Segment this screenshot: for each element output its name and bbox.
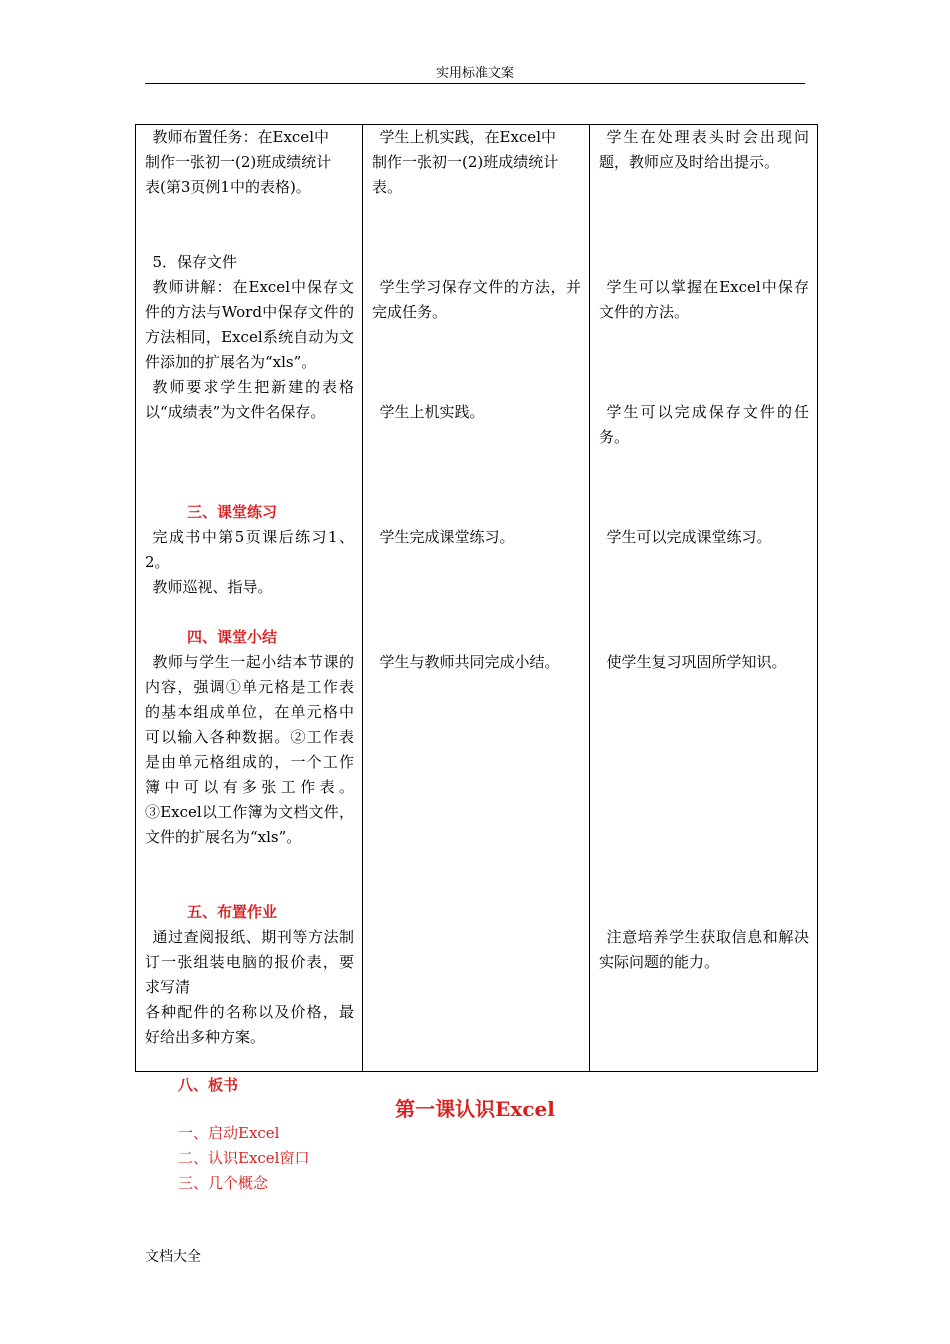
text-line: 表(第3页例1中的表格)。 <box>145 178 311 196</box>
list-item: 一、启动Excel <box>178 1124 280 1142</box>
assign-task-block <box>145 125 354 200</box>
intent-block <box>599 400 809 450</box>
student-practice-block <box>372 125 581 200</box>
board-outline <box>178 1121 310 1196</box>
summary-text: 教师与学生一起小结本节课的内容，强调①单元格是工作表的基本组成单位，在单元格中可以输入各种数据。②工作表是由单元格组成的，一个工作簿中可以有多张工作表。③Excel以工作簿为文档文件，文件的扩展名为“xls”。 <box>145 653 354 846</box>
intent-text: 注意培养学生获取信息和解决实际问题的能力。 <box>599 928 809 971</box>
save-file-block <box>145 250 354 425</box>
design-intent-column <box>590 125 818 1072</box>
student-summary-text: 学生与教师共同完成小结。 <box>379 653 560 671</box>
student-hands-on-block <box>372 400 581 425</box>
text-line: 学生上机实践，在Excel中 <box>379 128 556 146</box>
list-item: 二、认识Excel窗口 <box>178 1149 310 1167</box>
save-file-requirement: 教师要求学生把新建的表格以“成绩表”为文件名保存。 <box>145 378 354 421</box>
homework-text: 各种配件的名称以及价格，最好给出多种方案。 <box>145 1003 354 1046</box>
intent-text: 使学生复习巩固所学知识。 <box>606 653 787 671</box>
section-heading: 五、布置作业 <box>187 903 278 921</box>
table-row <box>136 125 818 1072</box>
text-line: 表。 <box>372 178 403 196</box>
board-section-title: 八、板书 <box>178 1076 239 1094</box>
page-header-title: 实用标准文案 <box>435 66 514 81</box>
homework-block <box>145 900 354 1050</box>
student-hands-on-text: 学生上机实践。 <box>379 403 485 421</box>
section-heading: 四、课堂小结 <box>187 628 278 646</box>
intent-text: 学生在处理表头时会出现问题，教师应及时给出提示。 <box>599 128 809 171</box>
intent-block <box>599 275 809 325</box>
board-heading: 第一课认识Excel <box>395 1097 555 1121</box>
lesson-plan-table <box>135 124 818 1072</box>
student-save-block <box>372 275 581 325</box>
intent-text: 学生可以掌握在Excel中保存文件的方法。 <box>599 278 809 321</box>
list-item: 三、几个概念 <box>178 1174 269 1192</box>
homework-text: 通过查阅报纸、期刊等方法制订一张组装电脑的报价表，要求写清 <box>145 928 354 996</box>
student-exercise-text: 学生完成课堂练习。 <box>379 528 515 546</box>
section-heading: 三、课堂练习 <box>187 503 278 521</box>
text-line: 教师布置任务：在Excel中 <box>152 128 329 146</box>
page-footer-text: 文档大全 <box>145 1249 201 1265</box>
student-activity-column <box>363 125 590 1072</box>
teacher-activity-column <box>136 125 363 1072</box>
text-line: 制作一张初一(2)班成绩统计 <box>145 153 332 171</box>
practice-guidance: 教师巡视、指导。 <box>152 578 273 596</box>
practice-text: 完成书中第5页课后练习1、2。 <box>145 528 354 571</box>
save-file-explanation: 教师讲解：在Excel中保存文件的方法与Word中保存文件的方法相同，Excel系统自动为文件添加的扩展名为“xls”。 <box>145 278 354 371</box>
intent-text: 学生可以完成课堂练习。 <box>606 528 772 546</box>
intent-block <box>599 650 809 675</box>
intent-block <box>599 525 809 550</box>
save-file-title: 5．保存文件 <box>152 253 238 271</box>
student-save-text: 学生学习保存文件的方法，并完成任务。 <box>372 278 581 321</box>
intent-text: 学生可以完成保存文件的任务。 <box>599 403 809 446</box>
text-line: 制作一张初一(2)班成绩统计 <box>372 153 559 171</box>
intent-block <box>599 125 809 175</box>
intent-block <box>599 925 809 975</box>
classroom-practice-block <box>145 500 354 600</box>
student-summary-block <box>372 650 581 675</box>
class-summary-block <box>145 625 354 850</box>
header-rule <box>145 83 805 84</box>
student-exercise-block <box>372 525 581 550</box>
